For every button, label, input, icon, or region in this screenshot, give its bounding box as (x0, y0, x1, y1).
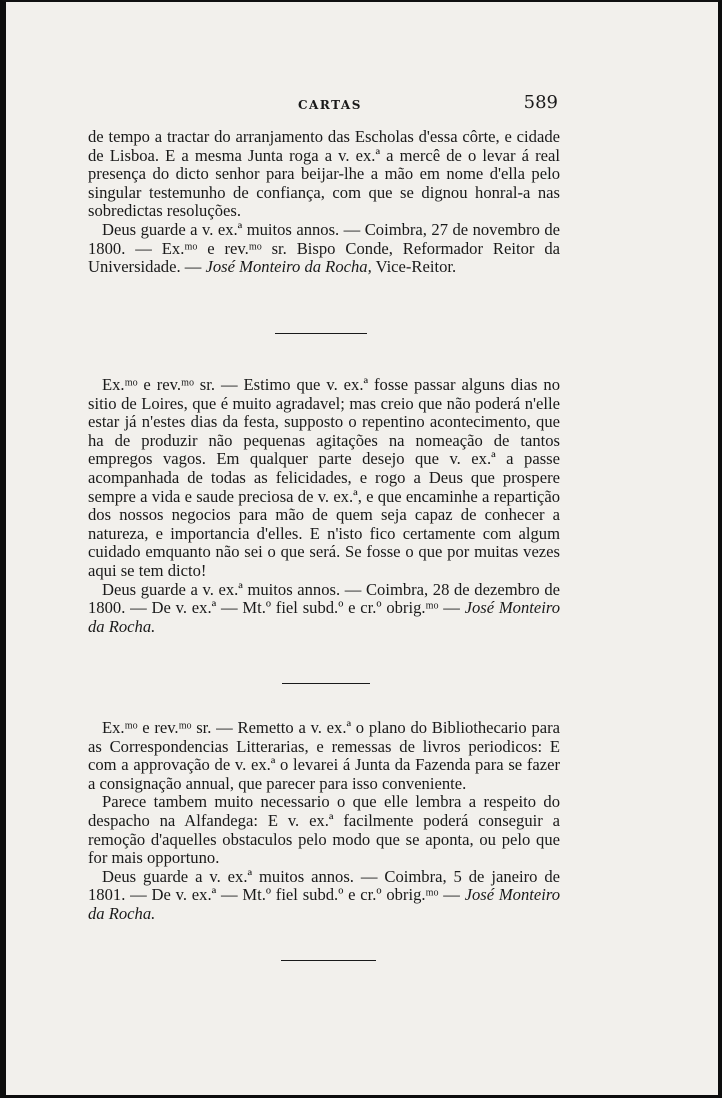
letter-2-closing (88, 581, 560, 637)
letter-3-body: Ex.ᵐᵒ e rev.ᵐᵒ sr. — Remetto a v. ex.ª o plano do Bibliothecario para as Correspondencias Litterarias, e remessas de livros periodicos: E com a approvação de v. ex.ª o levarei á Junta da Fazenda para se fazer a consignação annual, que parecer para isso conveniente. (88, 718, 560, 793)
letter-2-signature-name: José Monteiro da Rocha. (88, 598, 560, 636)
letter-1-signature-name: José Monteiro da Rocha, (205, 257, 372, 277)
running-title: CARTAS (298, 98, 362, 112)
letter-3-closing-text: Deus guarde a v. ex.ª muitos annos. — Coimbra, 5 de janeiro de 1801. — De v. ex.ª — Mt.º fiel subd.º e cr.º obrig.ᵐᵒ — (88, 866, 560, 905)
section-divider (282, 683, 370, 684)
page-header (88, 92, 558, 116)
section-divider (281, 960, 376, 961)
letter-2-body: Ex.ᵐᵒ e rev.ᵐᵒ sr. — Estimo que v. ex.ª fosse passar alguns dias no sitio de Loires, que é muito agradavel; mas creio que não poderá n'elle estar já n'estes dias da festa, supposto o repentino acontecimento, que ha de produzir não pequenas agitações na nomeação de tantos empregos vagos. Em qualquer parte desejo que v. ex.ª a passe acompanhada de todas as felicidades, e rogo a Deus que prospere sempre a vida e saude preciosa de v. ex.ª, e que encaminhe a repartição dos nossos negocios para mão de quem seja capaz de conhecer a natureza, e importancia d'elles. E n'isto fico certamente com algum cuidado emquanto não sei o que será. Se fosse o que por muitas vezes aqui se tem dicto! (88, 375, 560, 580)
letter-1-signature-title: Vice-Reitor. (371, 257, 457, 277)
letter-1 (88, 128, 560, 277)
page-number: 589 (523, 92, 558, 113)
letter-1-closing-text: Deus guarde a v. ex.ª muitos annos. — Coimbra, 27 de novembro de 1800. — Ex.ᵐᵒ e rev.ᵐᵒ sr. Bispo Conde, Reformador Reitor da Universidade. — (88, 219, 560, 277)
letter-2-closing-text: Deus guarde a v. ex.ª muitos annos. — Coimbra, 28 de dezembro de 1800. — De v. ex.ª — Mt.º fiel subd.º e cr.º obrig.ᵐᵒ — (88, 579, 560, 618)
letter-1-body: de tempo a tractar do arranjamento das Escholas d'essa côrte, e cidade de Lisboa. E a mesma Junta roga a v. ex.ª a mercê de o levar á real presença do dicto senhor para beijar-lhe a mão em nome d'ella pelo singular testemunho de confiança, com que se dignou honral-a nas sobredictas resoluções. (88, 127, 560, 221)
letter-3-paragraph-2: Parece tambem muito necessario o que elle lembra a respeito do despacho na Alfandega: E v. ex.ª facilmente poderá conseguir a remoção d'aquelles obstaculos pelo modo que se aponta, ou pelo que for mais opportuno. (88, 792, 560, 868)
letter-1-closing (88, 221, 560, 277)
letter-3-signature-name: José Monteiro da Rocha. (88, 885, 560, 923)
letter-3 (88, 719, 560, 924)
letter-2 (88, 376, 560, 636)
section-divider (275, 333, 367, 334)
letter-3-closing (88, 868, 560, 924)
